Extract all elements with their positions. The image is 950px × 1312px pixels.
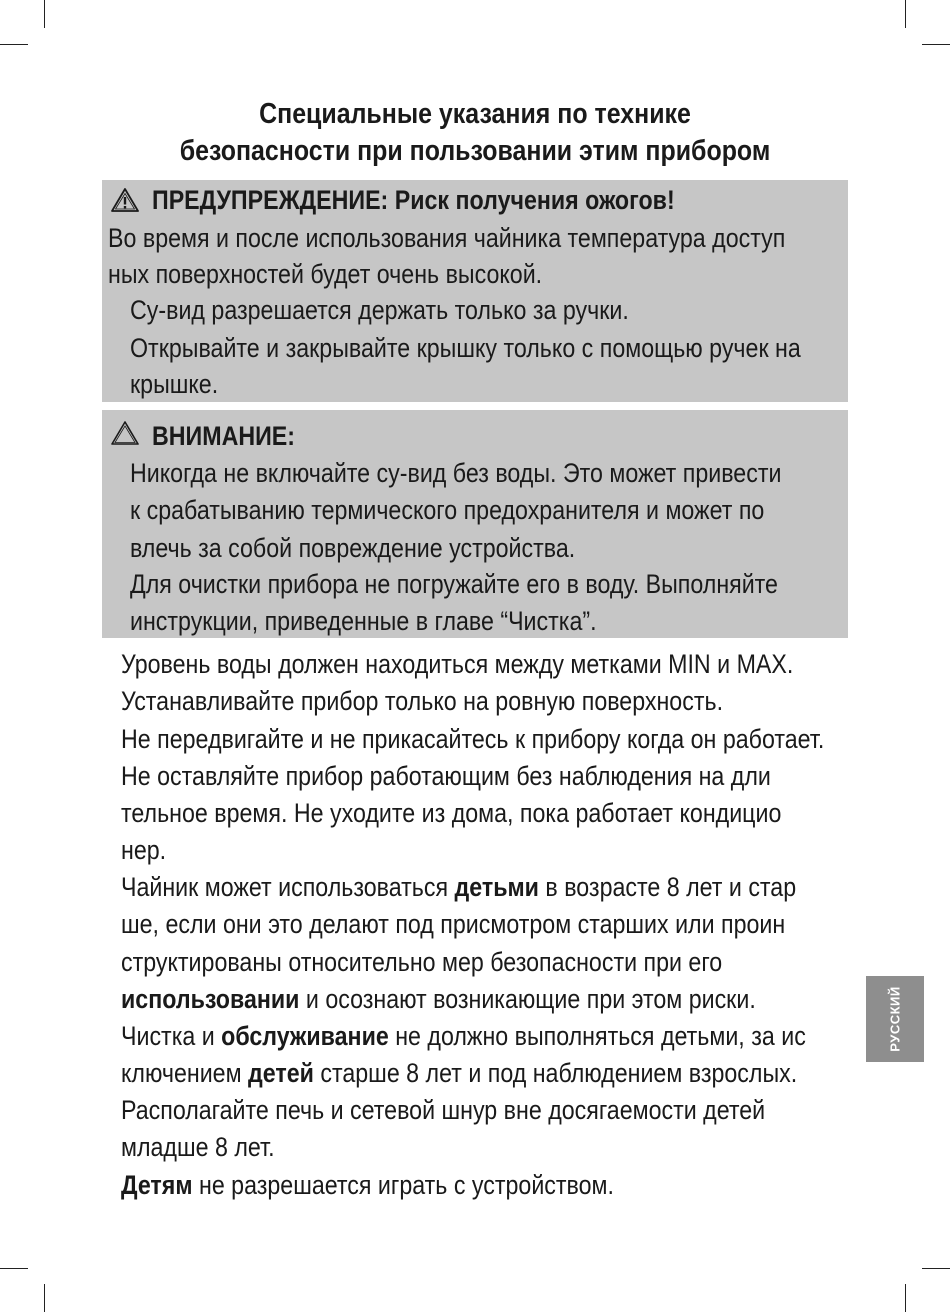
caution-line: Никогда не включайте су-вид без воды. Это может привести xyxy=(130,458,782,488)
crop-mark-tl-v xyxy=(44,0,45,28)
warning-line: крышке. xyxy=(130,369,219,399)
emphasis-text: детьми xyxy=(454,872,539,902)
body-line: младше 8 лет. xyxy=(121,1132,275,1162)
body-text: в возрасте 8 лет и стар xyxy=(538,872,797,902)
caution-line: к срабатыванию термического предохранителя и может по xyxy=(130,495,765,525)
body-line: нер. xyxy=(121,835,167,865)
body-text: и осознают возникающие при этом риски. xyxy=(299,984,756,1014)
body-line xyxy=(121,981,756,1018)
crop-mark-tr-h xyxy=(922,44,950,45)
page-title-line-1: Специальные указания по технике xyxy=(259,98,691,130)
page-title xyxy=(67,96,884,170)
body-text: Чистка и xyxy=(121,1021,222,1051)
body-line: Устанавливайте прибор только на ровную поверхность. xyxy=(121,686,724,716)
caution-line: Для очистки прибора не погружайте его в воду. Выполняйте xyxy=(130,569,778,599)
body-line: Не передвигайте и не прикасайтесь к прибору когда он работает. xyxy=(121,724,825,754)
language-tab xyxy=(866,976,924,1062)
emphasis-text: обслуживание xyxy=(221,1021,389,1051)
warning-line: Во время и после использования чайника температура доступ xyxy=(108,223,786,253)
caution-line: инструкции, приведенные в главе “Чистка”. xyxy=(130,606,597,636)
body-line: тельное время. Не уходите из дома, пока работает кондицио xyxy=(121,798,782,828)
body-line: Не оставляйте прибор работающим без наблюдения на дли xyxy=(121,761,771,791)
emphasis-text: Детям xyxy=(121,1170,193,1200)
caution-line: влечь за собой повреждение устройства. xyxy=(130,533,576,563)
language-tab-label: РУССКИЙ xyxy=(887,986,903,1052)
caution-header: ВНИМАНИЕ: xyxy=(152,421,296,451)
body-line: ше, если они это делают под присмотром старших или проин xyxy=(121,909,786,939)
body-text: не разрешается играть с устройством. xyxy=(192,1170,614,1200)
warning-line: ных поверхностей будет очень высокой. xyxy=(108,259,543,289)
caution-triangle-icon xyxy=(111,420,139,446)
crop-mark-br-h xyxy=(922,1268,950,1269)
warning-header: ПРЕДУПРЕЖДЕНИЕ: Риск получения ожогов! xyxy=(152,185,675,215)
crop-mark-tl-h xyxy=(0,44,28,45)
emphasis-text: использовании xyxy=(121,984,300,1014)
body-line xyxy=(121,1167,614,1204)
crop-mark-bl-h xyxy=(0,1268,28,1269)
body-text: ключением xyxy=(121,1058,249,1088)
emphasis-text: детей xyxy=(248,1058,314,1088)
crop-mark-br-v xyxy=(905,1284,906,1312)
crop-mark-tr-v xyxy=(905,0,906,28)
body-text: старше 8 лет и под наблюдением взрослых. xyxy=(313,1058,798,1088)
body-line xyxy=(121,1018,806,1055)
body-line: Уровень воды должен находиться между метками MIN и MAX. xyxy=(121,649,794,679)
body-line: Располагайте печь и сетевой шнур вне досягаемости детей xyxy=(121,1095,766,1125)
body-line xyxy=(121,869,796,906)
body-text: не должно выполняться детьми, за ис xyxy=(388,1021,806,1051)
body-line xyxy=(121,1055,797,1092)
page-title-line-2: безопасности при пользовании этим прибором xyxy=(179,135,771,167)
warning-triangle-icon xyxy=(111,187,139,213)
warning-line: Открывайте и закрывайте крышку только с помощью ручек на xyxy=(130,333,801,363)
body-line: структированы относительно мер безопасности при его xyxy=(121,947,723,977)
warning-line: Су-вид разрешается держать только за ручки. xyxy=(130,295,629,325)
crop-mark-bl-v xyxy=(44,1284,45,1312)
body-text: Чайник может использоваться xyxy=(121,872,455,902)
